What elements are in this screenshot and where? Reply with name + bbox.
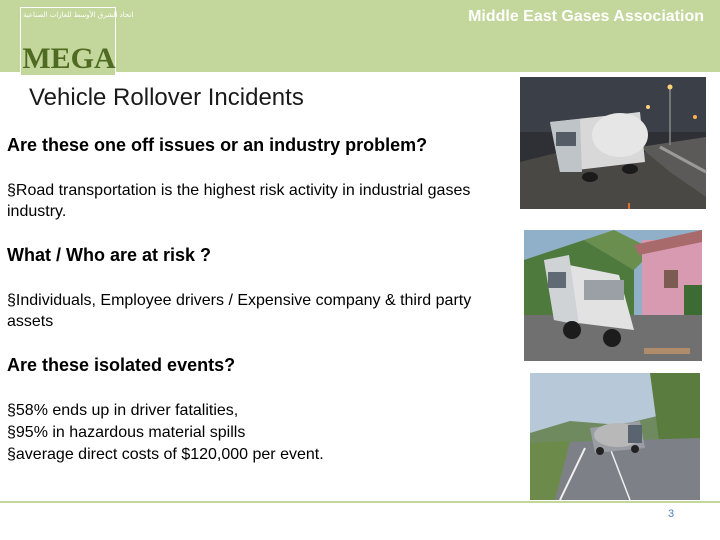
photo-tanker-rural bbox=[530, 373, 700, 500]
bullet-driver-fatalities: §58% ends up in driver fatalities, bbox=[7, 402, 239, 419]
bullet-at-risk-parties: §Individuals, Employee drivers / Expensive company & third party assets bbox=[7, 292, 472, 330]
bullet-road-transport-risk: §Road transportation is the highest risk activity in industrial gases industry. bbox=[7, 182, 471, 220]
bullet-hazardous-spills: §95% in hazardous material spills bbox=[7, 424, 246, 441]
question-industry-problem: Are these one off issues or an industry problem? bbox=[7, 135, 428, 155]
photo-tanker-highway bbox=[520, 77, 706, 209]
photo-truck-residential bbox=[524, 230, 702, 361]
question-who-at-risk: What / Who are at risk ? bbox=[7, 245, 212, 265]
page-number: 3 bbox=[668, 508, 675, 520]
organization-name: Middle East Gases Association bbox=[468, 8, 704, 25]
logo-arabic-text: اتحاد الشرق الأوسط للغازات الصناعية bbox=[23, 11, 134, 19]
footer-divider bbox=[0, 501, 720, 503]
slide-title: Vehicle Rollover Incidents bbox=[29, 84, 304, 111]
mega-logo bbox=[20, 7, 134, 76]
question-isolated-events: Are these isolated events? bbox=[7, 355, 236, 375]
logo-mega-text: MEGA bbox=[22, 42, 116, 75]
bullet-average-costs: §average direct costs of $120,000 per event. bbox=[7, 446, 324, 463]
